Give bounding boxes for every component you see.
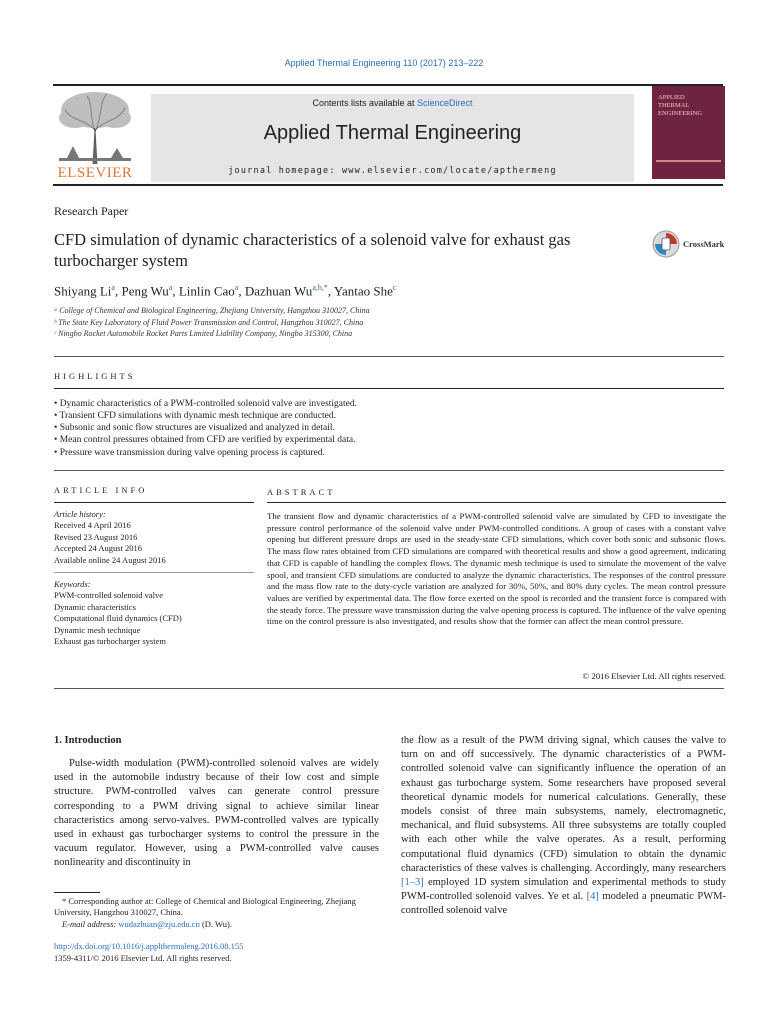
email-link[interactable]: wudazhuan@zju.edu.cn (118, 919, 200, 929)
sciencedirect-link[interactable]: ScienceDirect (417, 98, 473, 108)
article-info-rule (54, 502, 254, 503)
author-name[interactable]: Shiyang Li (54, 283, 112, 299)
reference-link[interactable]: [4] (586, 891, 599, 903)
introduction-left-column: Pulse-width modulation (PWM)-controlled solenoid valves are widely used in the automobile industry because of their low cost and simple structure. PWM-controlled valves can generate control pressure corresponding to a PWM driving signal to achieve similar linear characteristics among servo-valves. PWM-controlled valves are typically used in exhaust gas turbocharger systems to control the pressure in the vacuum regulator. However, using a PWM-controlled valve causes nonlinearity and discontinuity in (54, 758, 379, 869)
author-separator: , (114, 283, 122, 299)
keyword-item: Computational fluid dynamics (CFD) (54, 613, 182, 623)
doi-link[interactable]: http://dx.doi.org/10.1016/j.applthermaleng.2016.08.155 (54, 941, 244, 951)
highlights-heading: HIGHLIGHTS (54, 371, 136, 381)
abstract-text: The transient flow and dynamic characteristics of a PWM-controlled solenoid valve are simulated by CFD to investigate the pressure control performance of the solenoid valve under PWM-controlled conditions. A group of cases with a constant valve opening but different pressure drops are used in the steady-state CFD simulations, which cover both sonic and subsonic flows. The mass flow rates obtained from CFD simulations are compared with theoretical results and show a good agreement, indicating that CFD is capable of handling the complex flows. The dynamic mesh technique is used to simulate the movement of the valve spool, and transient CFD simulations are conducted to analyze the dynamic characteristics. The responses of the control pressure and the mass flow rate to the duty-cycle variation are analyzed for 30%, 50%, and 80% duty cycles. The mean control pressure values are verified by experimental data. The flow force exerted on the spool is recorded and the transient force is compared with the steady force. The pressure wave transmission during the valve opening process is captured. The influence of the valve opening time on the control pressure is also investigated, and results show that the former can affect the mean control pressure. (267, 511, 726, 627)
crossmark-label: CrossMark (683, 239, 725, 249)
history-online: Available online 24 August 2016 (54, 555, 166, 565)
contents-prefix: Contents lists available at (312, 98, 418, 108)
intro-text: modeled a pneumatic PWM-controlled solenoid valve (401, 891, 726, 917)
header-rule-bottom (53, 184, 723, 186)
author-affiliation-mark[interactable]: a (168, 283, 173, 292)
highlight-item: • Mean control pressures obtained from CFD are verified by experimental data. (54, 435, 356, 445)
author-separator: , (327, 283, 334, 299)
abstract-copyright: © 2016 Elsevier Ltd. All rights reserved. (582, 671, 726, 681)
author-separator: , (172, 283, 179, 299)
footnote-rule (54, 892, 100, 893)
article-info-heading: ARTICLE INFO (54, 485, 148, 495)
author-name[interactable]: Yantao She (333, 283, 393, 299)
affiliation-c: ᶜ Ningbo Rocket Automobile Rocket Parts Limited Liability Company, Ningbo 315300, China (54, 329, 353, 338)
publisher-name: ELSEVIER (57, 165, 133, 181)
email-label: E-mail address: (62, 919, 119, 929)
journal-homepage[interactable]: journal homepage: www.elsevier.com/locate/apthermeng (228, 166, 557, 176)
reference-link[interactable]: [1–3] (401, 877, 424, 889)
author-affiliation-mark[interactable]: c (392, 283, 397, 292)
issn-line: 1359-4311/© 2016 Elsevier Ltd. All rights reserved. (54, 953, 232, 963)
highlight-item: • Subsonic and sonic flow structures are visualized and analyzed in detail. (54, 423, 335, 433)
email-note (54, 919, 379, 930)
highlight-item: • Pressure wave transmission during valve opening process is captured. (54, 448, 325, 458)
author-name[interactable]: Peng Wu (121, 283, 169, 299)
crossmark-icon (652, 230, 680, 258)
author-name[interactable]: Dazhuan Wu (244, 283, 313, 299)
article-title: CFD simulation of dynamic characteristics of a solenoid valve for exhaust gas turbocharger system (54, 230, 571, 270)
author-affiliation-mark[interactable]: a (234, 283, 239, 292)
journal-cover[interactable] (652, 86, 725, 179)
cover-title-line: THERMAL (658, 102, 690, 109)
article-type: Research Paper (54, 204, 129, 218)
keywords-rule (54, 572, 254, 573)
highlight-item: • Dynamic characteristics of a PWM-controlled solenoid valve are investigated. (54, 399, 357, 409)
abstract-heading: ABSTRACT (267, 487, 336, 497)
cover-strip (656, 160, 721, 162)
crossmark-badge[interactable] (652, 230, 732, 258)
highlights-rule (54, 388, 724, 389)
journal-masthead (151, 94, 634, 182)
section-divider (54, 688, 724, 689)
journal-title[interactable]: Applied Thermal Engineering (263, 122, 522, 144)
history-label: Article history: (54, 509, 106, 519)
affiliation-b: ᵇ The State Key Laboratory of Fluid Power Transmission and Control, Hangzhou 310027, China (54, 318, 364, 327)
introduction-heading: 1. Introduction (54, 735, 122, 746)
keyword-item: Exhaust gas turbocharger system (54, 636, 166, 646)
email-suffix: (D. Wu). (199, 919, 232, 929)
history-accepted: Accepted 24 August 2016 (54, 543, 143, 553)
author-name[interactable]: Linlin Cao (178, 283, 235, 299)
keyword-item: Dynamic characteristics (54, 602, 136, 612)
history-received: Received 4 April 2016 (54, 520, 131, 530)
elsevier-logo[interactable] (53, 88, 137, 184)
intro-text: the flow as a result of the PWM driving signal, which causes the valve to turn on and off successively. The dynamic characteristics of a PWM-controlled solenoid valve can significantly influence the operation of an exhaust gas turbocharge system. Some researchers have proposed several theoretical dynamic models for numerical calculations. Generally, these models consist of three main subsystems, namely, electromagnetic, mechanical, and fluid subsystems. All three subsystems are totally coupled with each other while the valve operates. As a result, performing computational fluid dynamics (CFD) simulation to obtain the dynamic characteristics of these valves is challenging. Accordingly, many researchers (401, 735, 726, 874)
history-revised: Revised 23 August 2016 (54, 532, 138, 542)
elsevier-tree-icon (53, 88, 137, 166)
corresponding-author-note: * Corresponding author at: College of Chemical and Biological Engineering, Zhejiang University, Hangzhou 310027, China. (54, 896, 356, 917)
affiliation-a: ᵃ College of Chemical and Biological Engineering, Zhejiang University, Hangzhou 310027, China (54, 306, 370, 315)
introduction-right-column (401, 734, 726, 919)
author-separator: , (238, 283, 245, 299)
keyword-item: Dynamic mesh technique (54, 625, 141, 635)
keywords-label: Keywords: (54, 579, 91, 589)
abstract-rule (267, 502, 726, 503)
author-affiliation-mark[interactable]: a (111, 283, 115, 292)
header-rule-top (53, 84, 723, 86)
highlight-item: • Transient CFD simulations with dynamic mesh technique are conducted. (54, 411, 336, 421)
contents-line (151, 98, 634, 108)
intro-text: employed 1D system simulation and experimental methods to study PWM-controlled solenoid valves. Ye et al. (401, 877, 726, 903)
keyword-item: PWM-controlled solenoid valve (54, 590, 164, 600)
cover-title-line: ENGINEERING (658, 110, 703, 117)
section-divider (54, 356, 724, 357)
author-list (54, 283, 396, 299)
cover-title-line: APPLIED (658, 94, 685, 101)
journal-citation[interactable]: Applied Thermal Engineering 110 (2017) 213–222 (284, 58, 484, 68)
author-affiliation-mark[interactable]: a,b,* (312, 283, 328, 292)
cover-title (658, 94, 702, 118)
section-divider (54, 470, 724, 471)
